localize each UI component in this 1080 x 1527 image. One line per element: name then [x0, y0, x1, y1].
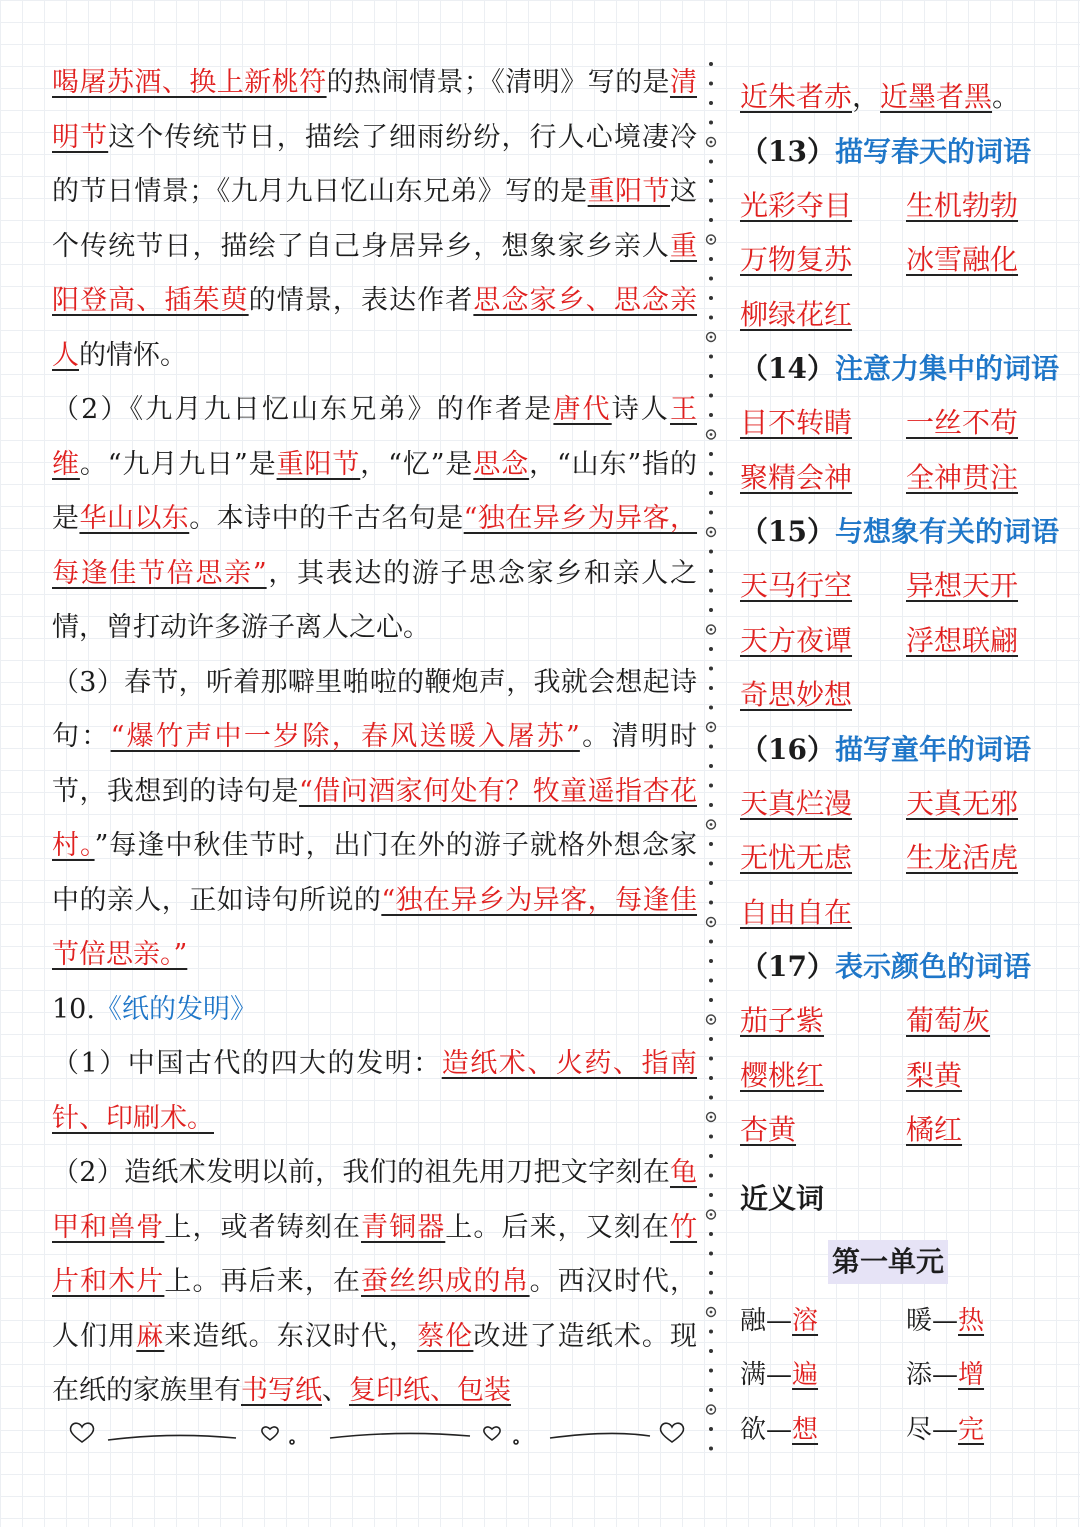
binding-dot [709, 959, 713, 963]
synonym-pairs [740, 1294, 1060, 1458]
vocab-word: 聚精会神 [740, 460, 853, 494]
synonym-pair [740, 1403, 818, 1458]
text: 这个传统节日，描绘了自己身居异乡，想象家乡亲人 [52, 176, 698, 262]
binding-dot [709, 1154, 713, 1158]
binding-dot [709, 706, 713, 710]
vocabulary-sections [740, 125, 1060, 1158]
answer: 清明节 [52, 67, 698, 153]
binding-dot [709, 296, 713, 300]
vocab-word: 万物复苏 [740, 243, 853, 276]
binding-dot [709, 784, 713, 788]
synonym-row [740, 1403, 1060, 1458]
vocab-word: 冰雪融化 [906, 243, 1019, 276]
dot-decoration [290, 1440, 294, 1444]
dash: — [766, 1305, 793, 1336]
binding-dot [709, 667, 713, 671]
right-column [740, 70, 1060, 1457]
binding-ring-center [710, 823, 713, 826]
synonym-row [740, 1348, 1060, 1403]
binding-dot [709, 979, 713, 983]
answer: “独在异乡为异客，每逢佳节倍思亲。” [52, 884, 698, 970]
text: （1）中国古代的四大的发明： [52, 1048, 442, 1079]
binding-dot [709, 1174, 713, 1178]
binding-dot [709, 374, 713, 378]
answer: 青铜器 [361, 1211, 446, 1243]
text: ”每逢中秋佳节时，出门在外的游子就格外想念家中的亲人，正如诗句所说的 [52, 830, 697, 916]
heart-icon [262, 1427, 278, 1440]
binding-dot [709, 1349, 713, 1353]
synonym-pair [906, 1403, 984, 1458]
dot-decoration [514, 1440, 518, 1444]
vocab-word: 天真无邪 [906, 786, 1019, 820]
vocab-word: 目不转睛 [740, 406, 853, 439]
text: 的情景，表达作者 [248, 285, 474, 316]
binding-dot [709, 1252, 713, 1256]
binding-dot [709, 62, 713, 66]
vocab-word: 自由自在 [740, 895, 853, 929]
answer: 唐代 [553, 394, 612, 425]
paragraph-paper-history [52, 1146, 697, 1419]
line-decoration [550, 1433, 650, 1438]
section-10-heading [52, 983, 697, 1038]
binding-dot [709, 1057, 713, 1061]
text: 改进了造纸术。现在纸的家族里有 [52, 1320, 698, 1406]
binding-dot [709, 862, 713, 866]
text: 。 [992, 80, 1021, 113]
binding-ring-center [710, 336, 713, 339]
vocab-word: 柳绿花红 [740, 297, 853, 331]
paragraph-poem-author [52, 383, 697, 656]
binding-dot [709, 881, 713, 885]
answer: 重阳节 [587, 176, 671, 207]
synonym-word: 欲 [740, 1414, 767, 1445]
synonym-pair [740, 1294, 818, 1349]
binding-ring-center [710, 238, 713, 241]
answer: 蚕丝织成的帛 [361, 1266, 530, 1297]
vocab-word: 葡萄灰 [906, 1004, 991, 1037]
section-heading [740, 342, 1060, 396]
text: 上。再后来，在 [164, 1266, 362, 1297]
binding-dot [709, 452, 713, 456]
answer: 竹片和木片 [52, 1211, 698, 1297]
binding-dot [709, 121, 713, 125]
dash: — [932, 1360, 959, 1390]
binding-dot [709, 1291, 713, 1295]
binding-dot [709, 257, 713, 261]
vocab-word: 天马行空 [740, 569, 853, 602]
binding-ring-center [710, 628, 713, 631]
binding-ring-center [710, 433, 713, 436]
answer: 重阳节 [276, 448, 361, 480]
binding-ring-center [710, 531, 713, 534]
binding-dot [709, 589, 713, 593]
text: 上。后来，又刻在 [445, 1211, 671, 1243]
text: （3）春节，听着那噼里啪啦的鞭炮声，我就会想起诗句： [52, 666, 697, 752]
binding-dot [709, 803, 713, 807]
section-title: 描写童年的词语 [834, 732, 1031, 766]
answer: 造纸术、火药、指南针、印刷术。 [52, 1048, 697, 1134]
word-row [740, 668, 1060, 723]
binding-dot [709, 1271, 713, 1275]
vocab-word: 杏黄 [740, 1113, 797, 1146]
heart-icon [484, 1427, 500, 1440]
line-decoration [330, 1433, 470, 1438]
synonym-pair [740, 1348, 818, 1403]
binding-dot [709, 1096, 713, 1100]
answer: 蔡伦 [417, 1320, 474, 1352]
paragraph-festivals [52, 56, 697, 383]
word-row [740, 396, 1060, 451]
paragraph-festival-poems [52, 656, 697, 983]
binding-ring-center [710, 141, 713, 144]
word-row [740, 1049, 1060, 1104]
binding-dot [709, 413, 713, 417]
text: 。“九月九日”是 [79, 448, 277, 480]
word-row [740, 1103, 1060, 1158]
word-row [740, 886, 1060, 941]
synonym-answer: 溶 [792, 1305, 819, 1336]
binding-ring-center [710, 1213, 713, 1216]
binding-dot [709, 608, 713, 612]
binding-dot [709, 160, 713, 164]
notebook-binding-divider [703, 58, 719, 1468]
answer: “独在异乡为异客，每逢佳节倍思亲” [52, 503, 698, 589]
section-number: （16） [740, 732, 835, 766]
answer: 龟甲和兽骨 [52, 1157, 697, 1243]
vocab-word: 异想天开 [906, 569, 1019, 602]
binding-dot [709, 550, 713, 554]
text: ， [852, 80, 881, 113]
synonym-word: 暖 [906, 1305, 933, 1336]
binding-dot [709, 1232, 713, 1236]
answer: 重阳登高、插茱萸 [52, 230, 697, 316]
text: 来造纸。东汉时代， [164, 1320, 418, 1352]
section-title: 描写春天的词语 [834, 134, 1031, 168]
synonym-row [740, 1294, 1060, 1349]
word-row [740, 559, 1060, 614]
answer: 近墨者黑 [880, 80, 993, 113]
section-number: （14） [740, 352, 835, 385]
vocab-word: 光彩夺目 [740, 188, 853, 222]
text: ，“忆”是 [360, 448, 474, 480]
answer: 近朱者赤 [740, 80, 853, 113]
answer: 复印纸、包装 [349, 1375, 511, 1406]
binding-dot [709, 1369, 713, 1373]
binding-dot [709, 199, 713, 203]
section-number: 10. [52, 993, 95, 1025]
binding-ring-center [710, 921, 713, 924]
vocab-word: 奇思妙想 [740, 678, 853, 711]
paragraph-four-inventions [52, 1037, 697, 1146]
synonym-word: 尽 [906, 1414, 933, 1445]
binding-dot [709, 686, 713, 690]
synonym-answer: 遍 [792, 1360, 819, 1390]
synonym-answer: 增 [958, 1360, 985, 1390]
binding-dot [709, 1193, 713, 1197]
binding-dot [709, 940, 713, 944]
text: （2）《九月九日忆山东兄弟》的作者是 [52, 394, 554, 425]
vocab-word: 生龙活虎 [906, 841, 1019, 874]
text: 上，或者铸刻在 [164, 1211, 362, 1243]
text: 。清明时节，我想到的诗句是 [52, 721, 698, 807]
text: 。西汉时代，人们用 [52, 1266, 698, 1352]
section-heading [740, 125, 1060, 179]
binding-dot [709, 1447, 713, 1451]
binding-dot [709, 277, 713, 281]
vocab-word: 生机勃勃 [906, 188, 1019, 222]
answer: 王维 [52, 394, 698, 480]
vocab-word: 樱桃红 [740, 1058, 825, 1092]
dash: — [766, 1360, 793, 1390]
binding-ring-center [710, 726, 713, 729]
vocab-word: 梨黄 [906, 1058, 963, 1092]
vocab-word: 无忧无虑 [740, 841, 853, 874]
binding-dot [709, 355, 713, 359]
word-row [740, 994, 1060, 1049]
synonym-word: 融 [740, 1305, 767, 1336]
hearts-decoration [60, 1412, 700, 1456]
text: 诗人 [611, 394, 671, 425]
section-title: 表示颜色的词语 [834, 950, 1031, 983]
vocab-word: 橘红 [906, 1113, 963, 1146]
binding-dot [709, 1037, 713, 1041]
synonym-pair [906, 1348, 984, 1403]
binding-dot [709, 394, 713, 398]
binding-dot [709, 82, 713, 86]
binding-dot [709, 101, 713, 105]
answer: “借问酒家何处有？牧童遥指杏花村。 [52, 775, 698, 861]
binding-dot [709, 1388, 713, 1392]
binding-ring-center [710, 1408, 713, 1411]
synonym-word: 满 [740, 1360, 767, 1390]
synonym-word: 添 [906, 1360, 933, 1390]
dash: — [932, 1414, 959, 1445]
binding-ring-center [710, 1311, 713, 1314]
answer: 思念 [473, 448, 530, 480]
text: 这个传统节日，描绘了细雨纷纷，行人心境凄冷的节日情景；《九月九日忆山东兄弟》写的是 [52, 121, 698, 207]
vocab-word: 一丝不苟 [906, 406, 1019, 439]
section-title: 《纸的发明》 [94, 993, 257, 1025]
text: 、 [322, 1375, 349, 1406]
binding-dot [709, 511, 713, 515]
answer: 喝屠苏酒、换上新桃符 [52, 67, 327, 98]
vocab-word: 全神贯注 [906, 460, 1019, 494]
binding-ring-center [710, 1018, 713, 1021]
dash: — [766, 1414, 793, 1445]
heart-icon [70, 1423, 93, 1442]
synonym-answer: 完 [958, 1414, 985, 1445]
word-row [740, 614, 1060, 669]
text: 的热闹情景；《清明》写的是 [326, 67, 671, 98]
section-heading [740, 723, 1060, 777]
synonym-pair [906, 1294, 984, 1349]
section-title: 与想象有关的词语 [834, 515, 1059, 548]
section-number: （15） [740, 515, 835, 548]
left-column [52, 56, 697, 1419]
vocab-word: 茄子紫 [740, 1004, 825, 1037]
binding-dot [709, 179, 713, 183]
binding-dot [709, 1135, 713, 1139]
binding-dot [709, 218, 713, 222]
binding-dot [709, 842, 713, 846]
binding-ring-center [710, 1116, 713, 1119]
answer: 麻 [136, 1320, 165, 1352]
binding-dot [709, 569, 713, 573]
vocab-word: 天方夜谭 [740, 623, 853, 657]
section-title: 注意力集中的词语 [834, 352, 1059, 385]
text: （2）造纸术发明以前，我们的祖先用刀把文字刻在 [52, 1157, 670, 1188]
word-row [740, 451, 1060, 506]
section-number: （13） [740, 134, 835, 168]
binding-dot [709, 998, 713, 1002]
answer: 思念家乡、思念亲人 [52, 285, 698, 371]
synonym-answer: 想 [792, 1414, 819, 1445]
dash: — [932, 1305, 959, 1336]
text: ，其表达的游子思念家乡和亲人之情，曾打动许多游子离人之心。 [52, 557, 697, 643]
binding-dot [709, 745, 713, 749]
section-number: （17） [740, 950, 835, 983]
word-row [740, 288, 1060, 343]
answer: 华山以东 [79, 503, 190, 534]
synonyms-heading: 近义词 [740, 1181, 825, 1215]
binding-dot [709, 647, 713, 651]
section-heading [740, 940, 1060, 994]
word-row [740, 777, 1060, 832]
unit-title: 第一单元 [828, 1240, 948, 1284]
proverb-line [740, 70, 1060, 125]
answer: 书写纸 [241, 1375, 322, 1406]
heart-icon [660, 1423, 683, 1442]
vocab-word: 天真烂漫 [740, 786, 853, 820]
binding-dot [709, 316, 713, 320]
word-row [740, 179, 1060, 234]
text: ，“山东”指的是 [52, 448, 698, 534]
binding-dot [709, 472, 713, 476]
line-decoration [108, 1435, 236, 1440]
binding-dot [709, 1076, 713, 1080]
word-row [740, 831, 1060, 886]
vocab-word: 浮想联翩 [906, 623, 1019, 657]
binding-dot [709, 764, 713, 768]
text: 。本诗中的千古名句是 [189, 503, 464, 534]
word-row [740, 233, 1060, 288]
answer: “爆竹声中一岁除，春风送暖入屠苏” [110, 721, 580, 752]
binding-dot [709, 901, 713, 905]
section-heading [740, 505, 1060, 559]
synonym-answer: 热 [958, 1305, 985, 1336]
binding-dot [709, 1330, 713, 1334]
text: 的情怀。 [79, 339, 187, 371]
binding-dot [709, 491, 713, 495]
binding-dot [709, 1427, 713, 1431]
